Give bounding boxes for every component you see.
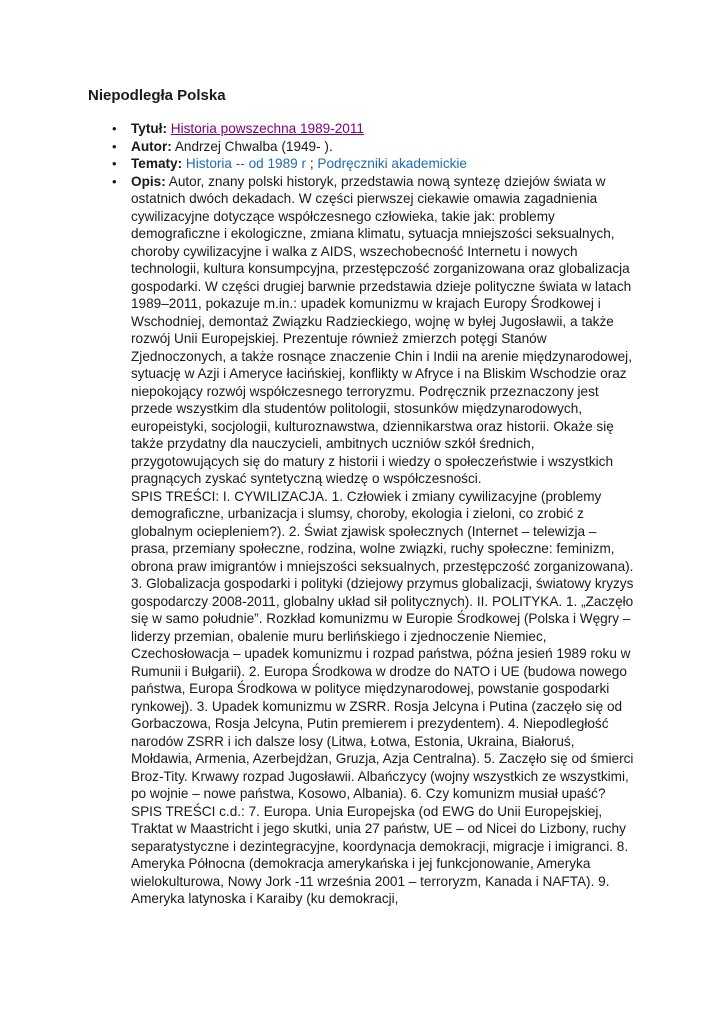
table-of-contents-part-1: SPIS TREŚCI: I. CYWILIZACJA. 1. Człowiek i zmiany cywilizacyjne (problemy demograficzne, urbanizacja i slumsy, choroby, ekologia i zieloni, co zrobić z globalnym ociepleniem?). 2. Świat zjawisk społecznych (Internet – telewizja – prasa, przemiany społeczne, rodzina, wolne związki, ruchy społeczne: feminizm, obrona praw imigrantów i mniejszości seksualnych, przestępczość zorganizowana). 3. Globalizacja gospodarki i polityki (dziejowy przymus globalizacji, światowy kryzys gospodarczy 2008-2011, globalny układ sił politycznych). II. POLITYKA. 1. „Zaczęło się w samo południe”. Rozkład komunizmu w Europie Środkowej (Polska i Węgry – liderzy przemian, obalenie muru berlińskiego i zjednoczenie Niemiec, Czechosłowacja – upadek komunizmu i rozpad państwa, późna jesień 1989 roku w Rumunii i Bułgarii). 2. Europa Środkowa w drodze do NATO i UE (budowa nowego państwa, Europa Środkowa w polityce międzynarodowej, powstanie gospodarki rynkowej). 3. Upadek komunizmu w ZSRR. Rosja Jelcyna i Putina (zaczęło się od Gorbaczowa, Rosja Jelcyna, Putin premierem i prezydentem). 4. Niepodległość narodów ZSRR i ich dalsze losy (Litwa, Łotwa, Estonia, Ukraina, Białoruś, Mołdawia, Armenia, Azerbejdżan, Gruzja, Azja Centralna). 5. Zaczęło się od śmierci Broz-Tity. Krwawy rozpad Jugosławii. Albańczycy (wojny wszystkich ze wszystkimi, po wojnie – nowe państwa, Kosowo, Albania). 6. Czy komunizm musiał upaść? (131, 488, 634, 801)
subjects-item (112, 155, 637, 173)
description-paragraph (131, 173, 637, 488)
author-label: Autor: (131, 138, 172, 154)
description-text: Autor, znany polski historyk, przedstawia nową syntezę dziejów świata w ostatnich dwóch dekadach. W części pierwszej ciekawie omawia zagadnienia cywilizacyjne dotyczące współczesnego człowieka, takie jak: problemy demograficzne i ekologiczne, zmiana klimatu, sytuacja mniejszości seksualnych, choroby cywilizacyjne i walka z AIDS, wszechobecność Internetu i nowych technologii, kultura konsumpcyjna, przestępczość zorganizowana oraz globalizacja gospodarki. W części drugiej barwnie przedstawia dzieje polityczne świata w latach 1989–2011, pokazuje m.in.: upadek komunizmu w krajach Europy Środkowej i Wschodniej, demontaż Związku Radzieckiego, wojnę w byłej Jugosławii, a także rozwój Unii Europejskiej. Prezentuje również zmierzch potęgi Stanów Zjednoczonych, a także rosnące znaczenie Chin i Indii na arenie międzynarodowej, sytuację w Azji i Ameryce łacińskiej, konflikty w Afryce i na Bliskim Wschodzie oraz niepokojący rozwój współczesnego terroryzmu. Podręcznik przeznaczony jest przede wszystkim dla studentów politologii, stosunków międzynarodowych, europeistyki, socjologii, kulturoznawstwa, dziennikarstwa oraz historii. Okaże się także przydatny dla nauczycieli, ambitnych uczniów szkół średnich, przygotowujących się do matury z historii i wiedzy o społeczeństwie i wszystkich pragnących zyskać syntetyczną wiedzę o współczesności. (131, 173, 632, 486)
description-label: Opis: (131, 173, 166, 189)
title-label: Tytuł: (131, 121, 167, 136)
subjects-label: Tematy: (131, 156, 183, 171)
title-link[interactable]: Historia powszechna 1989-2011 (170, 121, 364, 136)
author-value: Andrzej Chwalba (1949- ). (174, 138, 333, 154)
subject-separator: ; (309, 156, 314, 171)
title-item (112, 120, 637, 138)
author-item (112, 138, 637, 156)
table-of-contents-part-2: SPIS TREŚCI c.d.: 7. Europa. Unia Europejska (od EWG do Unii Europejskiej, Traktat w Maastricht i jego skutki, unia 27 państw, UE – od Nicei do Lizbony, ruchy separatystyczne i dezintegracyjne, koordynacja demokracji, migracje i imigranci. 8. Ameryka Północna (demokracja amerykańska i jej funkcjonowanie, Ameryka wielokulturowa, Nowy Jork -11 września 2001 – terroryzm, Kanada i NAFTA). 9. Ameryka latynoska i Karaiby (ku demokracji, (131, 803, 629, 906)
record-details (112, 120, 637, 908)
description-item (112, 173, 637, 908)
page-title: Niepodległa Polska (88, 87, 226, 104)
subject-link-history[interactable]: Historia -- od 1989 r (185, 156, 307, 171)
subject-link-textbooks[interactable]: Podręczniki akademickie (317, 156, 467, 171)
